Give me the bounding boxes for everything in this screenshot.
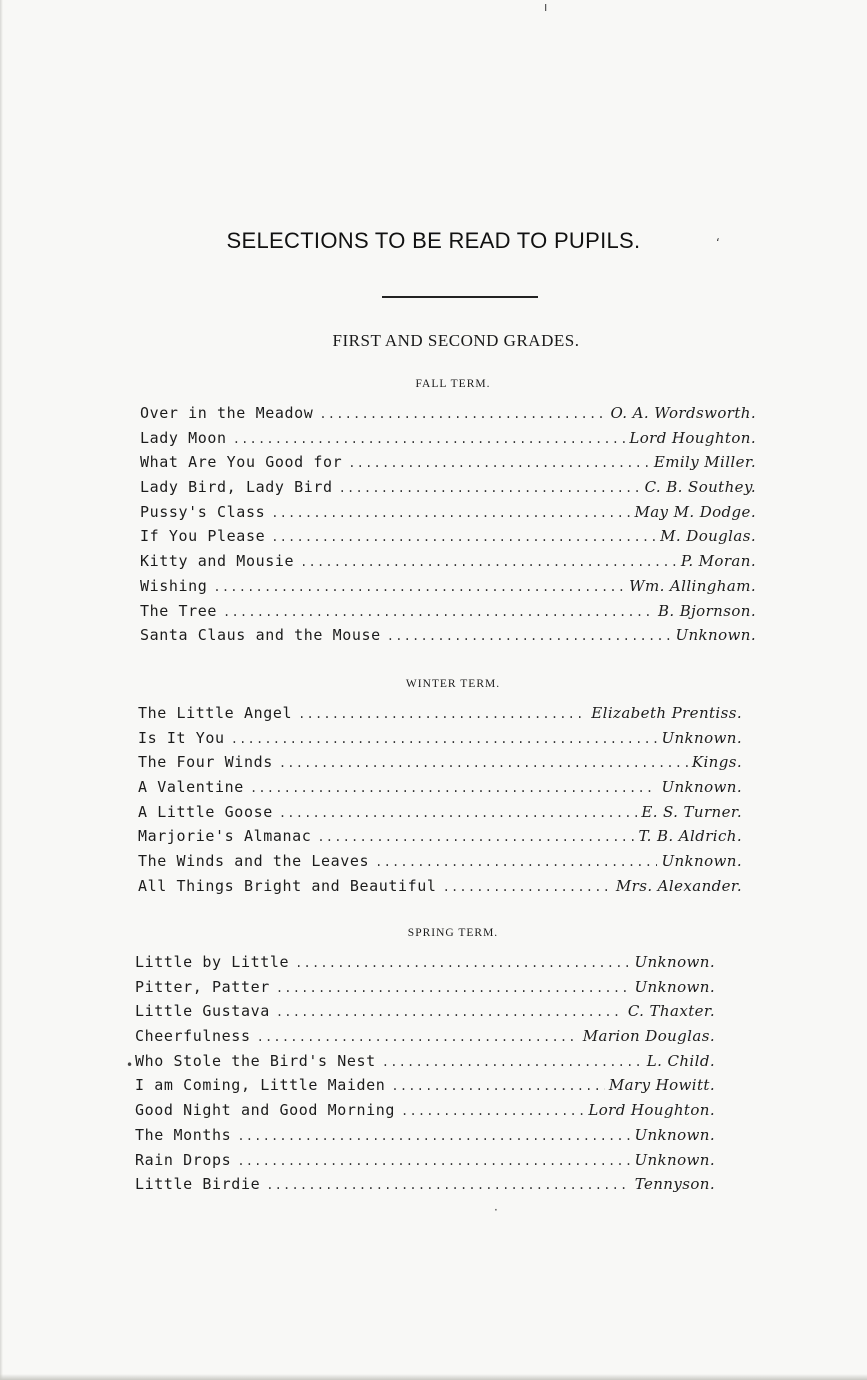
selection-author: Elizabeth Prentiss. xyxy=(591,704,742,722)
selection-author: Unknown. xyxy=(634,1125,715,1144)
list-item xyxy=(138,704,742,729)
selection-author: P. Moran. xyxy=(680,552,756,571)
fall-term-list xyxy=(140,404,756,651)
list-item xyxy=(135,1027,715,1052)
selection-title: Good Night and Good Morning xyxy=(135,1101,396,1120)
selection-title: Wishing xyxy=(140,576,208,595)
selection-title: If You Please xyxy=(140,527,266,546)
selection-title: Over in the Meadow xyxy=(140,404,314,422)
list-item xyxy=(138,827,742,852)
scan-speck: • xyxy=(126,1058,134,1072)
dot-leader xyxy=(233,432,626,446)
selection-title: The Tree xyxy=(140,601,218,620)
list-item xyxy=(138,753,742,778)
dot-leader xyxy=(266,1178,631,1192)
selection-author: L. Child. xyxy=(646,1051,715,1070)
selection-author: M. Douglas. xyxy=(660,527,756,546)
selection-title: Lady Moon xyxy=(140,428,227,447)
term-heading-winter: WINTER TERM. xyxy=(405,678,501,690)
list-item xyxy=(135,1076,715,1101)
selection-title: The Little Angel xyxy=(138,704,293,722)
selection-author: Unknown. xyxy=(661,852,742,871)
selection-title: Marjorie's Almanac xyxy=(138,827,312,846)
selection-title: Kitty and Mousie xyxy=(140,552,295,571)
dot-leader xyxy=(339,481,641,495)
selection-author: Unknown. xyxy=(634,953,715,971)
list-item xyxy=(140,404,756,429)
dot-leader xyxy=(279,806,638,820)
list-item xyxy=(140,577,756,602)
dot-leader xyxy=(319,407,606,421)
dot-leader xyxy=(213,580,625,594)
list-item xyxy=(140,602,756,627)
dot-leader xyxy=(271,530,656,544)
selection-title: Lady Bird, Lady Bird xyxy=(140,478,333,497)
selection-title: The Winds and the Leaves xyxy=(138,852,370,871)
dot-leader xyxy=(276,981,631,995)
list-item xyxy=(135,1175,715,1200)
dot-leader xyxy=(237,1154,630,1168)
grades-heading: FIRST AND SECOND GRADES. xyxy=(332,331,580,350)
dot-leader xyxy=(298,707,587,721)
dot-leader xyxy=(231,732,658,746)
selection-title: Little Birdie xyxy=(135,1175,261,1194)
scan-speck: ʻ xyxy=(716,236,720,250)
dot-leader xyxy=(295,956,630,970)
list-item xyxy=(135,978,715,1003)
dot-leader xyxy=(382,1055,643,1069)
list-item xyxy=(135,953,715,978)
selection-title: Little Gustava xyxy=(135,1002,270,1021)
dot-leader xyxy=(257,1030,579,1044)
selection-title: Rain Drops xyxy=(135,1150,232,1169)
selection-author: Unknown. xyxy=(675,626,756,645)
list-item xyxy=(140,626,756,651)
list-item xyxy=(135,1101,715,1126)
selection-author: B. Bjornson. xyxy=(657,601,756,620)
dot-leader xyxy=(387,629,672,643)
dot-leader xyxy=(279,756,688,770)
spring-term-list xyxy=(135,953,715,1200)
dot-leader xyxy=(250,781,657,795)
list-item xyxy=(140,478,756,503)
dot-leader xyxy=(443,880,612,894)
list-item xyxy=(138,852,742,877)
selection-author: Unknown. xyxy=(661,728,742,747)
dot-leader xyxy=(317,830,634,844)
selection-title: Cheerfulness xyxy=(135,1027,251,1046)
selection-author: T. B. Aldrich. xyxy=(638,827,742,846)
list-item xyxy=(135,1052,715,1077)
selection-author: Wm. Allingham. xyxy=(629,576,756,595)
dot-leader xyxy=(348,456,650,470)
page-edge-shadow xyxy=(0,0,3,1380)
selection-author: O. A. Wordsworth. xyxy=(610,404,756,422)
list-item xyxy=(140,552,756,577)
winter-term-list xyxy=(138,704,742,902)
selection-author: Mrs. Alexander. xyxy=(615,876,742,895)
dot-leader xyxy=(237,1129,630,1143)
selection-author: E. S. Turner. xyxy=(641,802,742,821)
selection-title: I am Coming, Little Maiden xyxy=(135,1076,386,1095)
list-item xyxy=(138,778,742,803)
selection-title: What Are You Good for xyxy=(140,453,343,472)
selection-title: Little by Little xyxy=(135,953,290,971)
selection-title: The Months xyxy=(135,1125,232,1144)
selection-author: Mary Howitt. xyxy=(608,1076,715,1095)
list-item xyxy=(140,527,756,552)
selection-title: Pitter, Patter xyxy=(135,977,270,996)
selection-author: Unknown. xyxy=(634,1150,715,1169)
list-item xyxy=(135,1151,715,1176)
selection-title: A Little Goose xyxy=(138,802,273,821)
selection-author: May M. Dodge. xyxy=(634,502,756,521)
list-item xyxy=(138,729,742,754)
term-heading-fall: FALL TERM. xyxy=(415,378,491,390)
list-item xyxy=(138,877,742,902)
selection-author: C. B. Southey. xyxy=(644,478,756,497)
scan-speck: ı xyxy=(544,0,548,14)
dot-leader xyxy=(401,1104,584,1118)
selection-author: Tennyson. xyxy=(634,1175,715,1194)
selection-title: Santa Claus and the Mouse xyxy=(140,626,381,645)
term-heading-spring: SPRING TERM. xyxy=(407,927,499,939)
selection-author: Marion Douglas. xyxy=(582,1027,715,1046)
selection-title: The Four Winds xyxy=(138,753,273,772)
selection-author: Emily Miller. xyxy=(653,453,756,472)
selection-title: Who Stole the Bird's Nest xyxy=(135,1051,376,1070)
list-item xyxy=(140,429,756,454)
selection-title: A Valentine xyxy=(138,778,244,797)
list-item xyxy=(135,1002,715,1027)
dot-leader xyxy=(391,1079,605,1093)
selection-title: Is It You xyxy=(138,728,225,747)
selection-title: All Things Bright and Beautiful xyxy=(138,876,437,895)
selection-author: Unknown. xyxy=(634,977,715,996)
dot-leader xyxy=(375,855,657,869)
dot-leader xyxy=(300,555,677,569)
dot-leader xyxy=(276,1005,624,1019)
dot-leader xyxy=(271,506,630,520)
list-item xyxy=(135,1126,715,1151)
list-item xyxy=(138,803,742,828)
scan-speck: · xyxy=(494,1203,498,1217)
list-item xyxy=(140,453,756,478)
dot-leader xyxy=(223,605,654,619)
selection-author: Unknown. xyxy=(661,778,742,797)
selection-title: Pussy's Class xyxy=(140,502,266,521)
selection-author: Lord Houghton. xyxy=(629,428,756,447)
title-divider xyxy=(382,296,538,298)
page-title: SELECTIONS TO BE READ TO PUPILS. xyxy=(226,228,641,253)
selection-author: C. Thaxter. xyxy=(627,1002,715,1021)
page-bottom-edge xyxy=(0,1374,867,1380)
selection-author: Kings. xyxy=(691,753,742,772)
list-item xyxy=(140,503,756,528)
selection-author: Lord Houghton. xyxy=(588,1101,715,1120)
